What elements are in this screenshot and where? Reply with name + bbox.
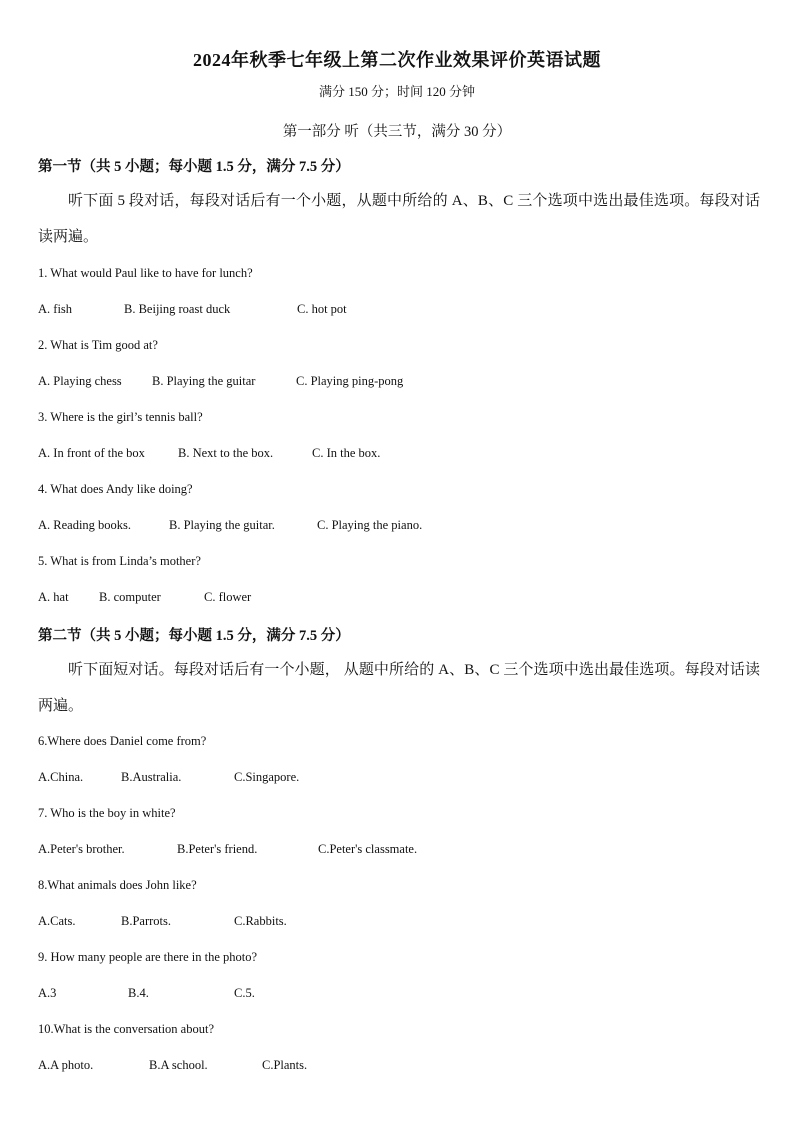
q6-option-b: B.Australia. [121,770,182,784]
question-9: 9. How many people are there in the photo? [38,950,258,964]
q7-option-b: B.Peter's friend. [177,842,258,856]
q7-option-c: C.Peter's classmate. [318,842,418,856]
section1-instruction: 听下面 5 段对话，每段对话后有一个小题，从题中所给的 A、B、C 三个选项中选出最佳选项。每段对话读两遍。 [38,193,760,245]
question-5: 5. What is from Linda’s mother? [38,554,201,568]
q7-option-a: A.Peter's brother. [38,842,125,856]
question-10: 10.What is the conversation about? [38,1022,214,1036]
q9-option-a: A.3 [38,986,57,1000]
q5-option-c: C. flower [204,590,252,604]
q4-option-b: B. Playing the guitar. [169,518,275,532]
q5-option-b: B. computer [99,590,161,604]
section2-heading: 第二节（共 5 小题；每小题 1.5 分，满分 7.5 分） [38,628,350,644]
q1-option-c: C. hot pot [297,302,347,316]
q1-option-b: B. Beijing roast duck [124,302,231,316]
q8-option-a: A.Cats. [38,914,76,928]
q9-option-b: B.4. [128,986,149,1000]
q10-option-b: B.A school. [149,1058,208,1072]
section1-heading: 第一节（共 5 小题；每小题 1.5 分，满分 7.5 分） [38,159,350,175]
q9-option-c: C.5. [234,986,255,1000]
q6-option-c: C.Singapore. [234,770,300,784]
question-6: 6.Where does Daniel come from? [38,734,207,748]
question-8: 8.What animals does John like? [38,878,197,892]
q10-option-a: A.A photo. [38,1058,94,1072]
q3-option-b: B. Next to the box. [178,446,274,460]
q8-option-c: C.Rabbits. [234,914,287,928]
question-4: 4. What does Andy like doing? [38,482,193,496]
question-7: 7. Who is the boy in white? [38,806,176,820]
q3-option-a: A. In front of the box [38,446,145,460]
q4-option-c: C. Playing the piano. [317,518,423,532]
q5-option-a: A. hat [38,590,69,604]
q2-option-b: B. Playing the guitar [152,374,256,388]
part1-heading: 第一部分 听（共三节，满分 30 分） [282,124,512,140]
q3-option-c: C. In the box. [312,446,381,460]
question-3: 3. Where is the girl’s tennis ball? [38,410,203,424]
q2-option-c: C. Playing ping-pong [296,374,404,388]
question-2: 2. What is Tim good at? [38,338,158,352]
question-1: 1. What would Paul like to have for lunch? [38,266,253,280]
section2-instruction: 听下面短对话。每段对话后有一个小题， 从题中所给的 A、B、C 三个选项中选出最佳选项。每段对话读两遍。 [38,662,760,714]
q4-option-a: A. Reading books. [38,518,132,532]
exam-subtitle: 满分 150 分；时间 120 分钟 [318,84,475,99]
q10-option-c: C.Plants. [262,1058,308,1072]
q6-option-a: A.China. [38,770,84,784]
q2-option-a: A. Playing chess [38,374,122,388]
q8-option-b: B.Parrots. [121,914,171,928]
q1-option-a: A. fish [38,302,73,316]
exam-title: 2024年秋季七年级上第二次作业效果评价英语试题 [193,50,601,70]
